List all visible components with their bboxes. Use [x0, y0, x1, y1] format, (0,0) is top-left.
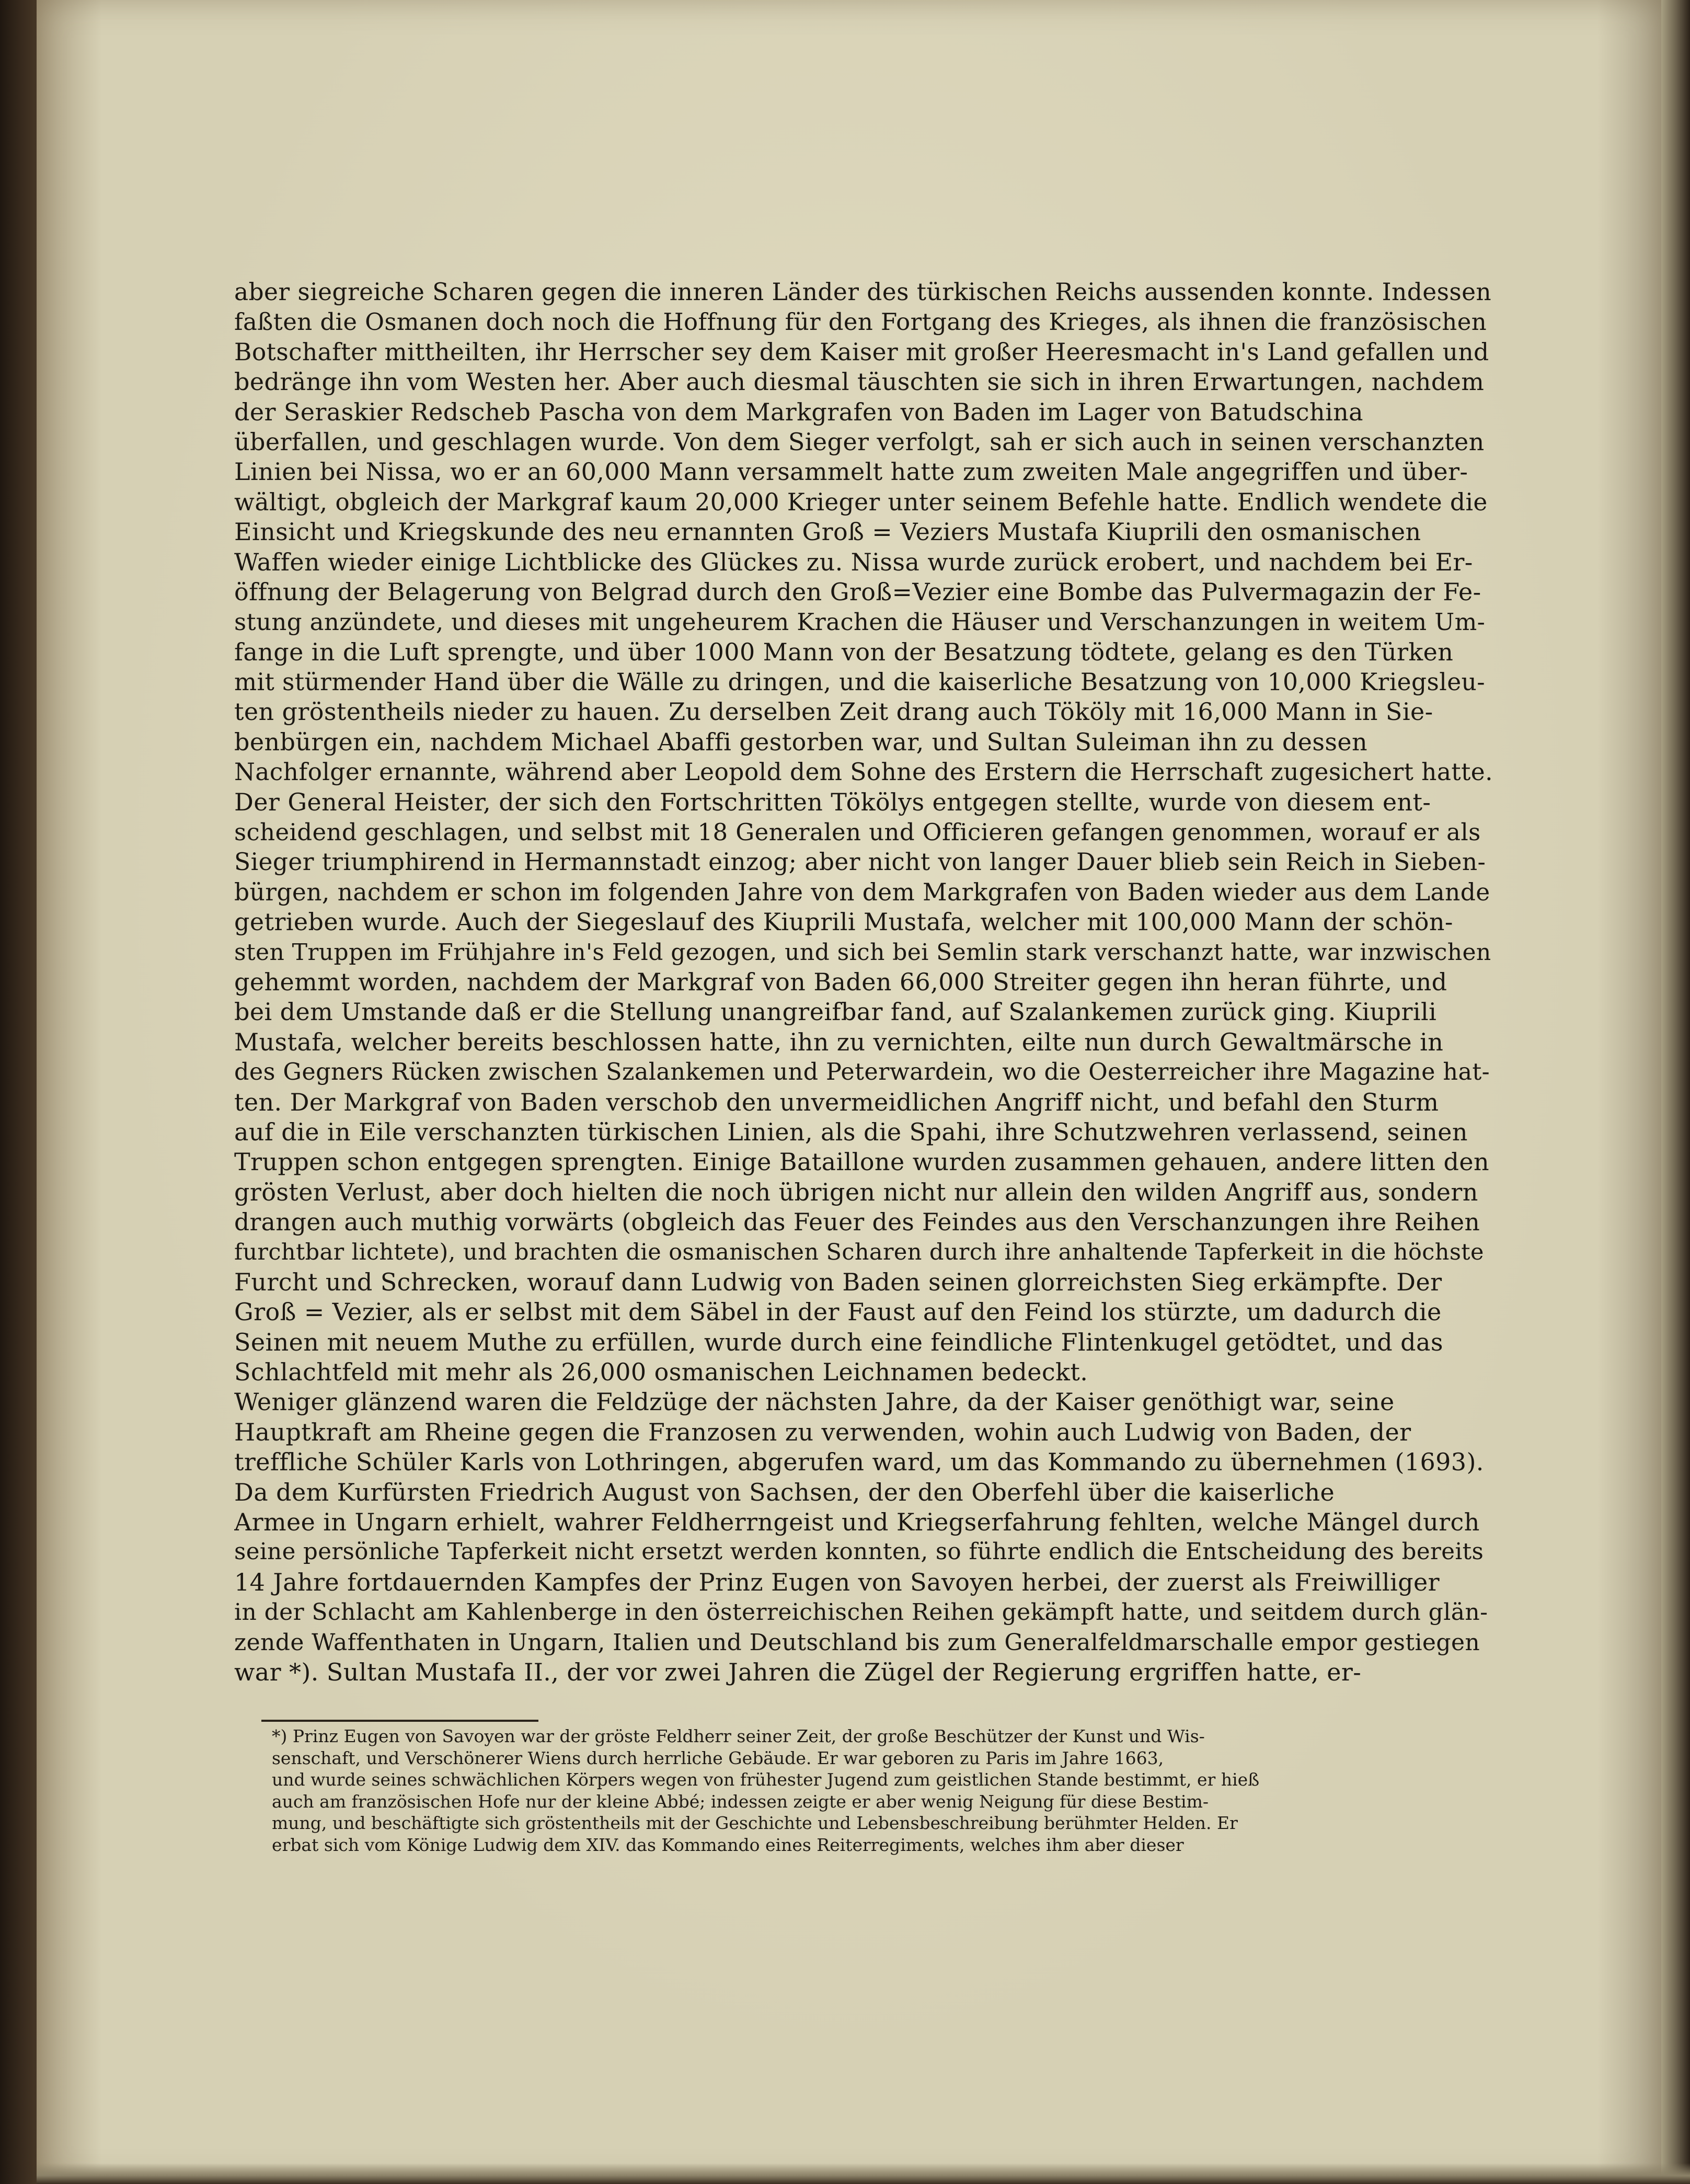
- text-line: Mustafa, welcher bereits beschlossen hatte, ihn zu vernichten, eilte nun durch Gewaltmärsche in: [234, 1027, 1444, 1056]
- book-binding: [0, 0, 42, 2184]
- text-line: zende Waffenthaten in Ungarn, Italien und Deutschland bis zum Generalfeldmarschalle empor gestiegen: [234, 1629, 1480, 1656]
- text-line: war *). Sultan Mustafa II., der vor zwei Jahren die Zügel der Regierung ergriffen hatte, er-: [234, 1657, 1362, 1686]
- footnote-line: und wurde seines schwächlichen Körpers wegen von frühester Jugend zum geistlichen Stande bestimmt, er hieß: [272, 1769, 1260, 1790]
- footnote: [272, 1725, 1490, 1856]
- text-line: Seinen mit neuem Muthe zu erfüllen, wurde durch eine feindliche Flintenkugel getödtet, und das: [234, 1328, 1443, 1356]
- text-line: Furcht und Schrecken, worauf dann Ludwig von Baden seinen glorreichsten Sieg erkämpfte. Der: [234, 1267, 1442, 1296]
- text-line: sten Truppen im Frühjahre in's Feld gezogen, und sich bei Semlin stark verschanzt hatte, war inzwischen: [234, 939, 1491, 966]
- text-line: bedränge ihn vom Westen her. Aber auch diesmal täuschten sie sich in ihren Erwartungen, nachdem: [234, 368, 1485, 396]
- text-line: gehemmt worden, nachdem der Markgraf von Baden 66,000 Streiter gegen ihn heran führte, und: [234, 967, 1447, 996]
- text-line: getrieben wurde. Auch der Siegeslauf des Kiuprili Mustafa, welcher mit 100,000 Mann der schön-: [234, 908, 1453, 936]
- text-line: bei dem Umstande daß er die Stellung unangreifbar fand, auf Szalankemen zurück ging. Kiuprili: [234, 998, 1437, 1026]
- text-line: benbürgen ein, nachdem Michael Abaffi gestorben war, und Sultan Suleiman ihn zu dessen: [234, 727, 1368, 756]
- text-line: Hauptkraft am Rheine gegen die Franzosen zu verwenden, wohin auch Ludwig von Baden, der: [234, 1417, 1411, 1446]
- text-line: scheidend geschlagen, und selbst mit 18 Generalen und Officieren gefangen genommen, worauf er als: [234, 818, 1481, 847]
- footnote-line: mung, und beschäftigte sich gröstentheils mit der Geschichte und Lebensbeschreibung berühmter Helden. Er: [272, 1813, 1238, 1834]
- text-line: grösten Verlust, aber doch hielten die noch übrigen nicht nur allein den wilden Angriff aus, sondern: [234, 1177, 1478, 1206]
- text-line: Botschafter mittheilten, ihr Herrscher sey dem Kaiser mit großer Heeresmacht in's Land gefallen und: [234, 338, 1489, 366]
- text-line: Truppen schon entgegen sprengten. Einige Bataillone wurden zusammen gehauen, andere litten den: [234, 1148, 1490, 1176]
- text-line: faßten die Osmanen doch noch die Hoffnung für den Fortgang des Krieges, als ihnen die französischen: [234, 308, 1487, 336]
- text-line: Waffen wieder einige Lichtblicke des Glückes zu. Nissa wurde zurück erobert, und nachdem bei Er-: [234, 547, 1473, 576]
- text-line: mit stürmender Hand über die Wälle zu dringen, und die kaiserliche Besatzung von 10,000 Kriegsleu-: [234, 668, 1486, 696]
- body-text: [234, 277, 1493, 1687]
- text-line: stung anzündete, und dieses mit ungeheurem Krachen die Häuser und Verschanzungen in weitem Um-: [234, 608, 1486, 636]
- page-bottom-edge: [37, 2163, 1690, 2184]
- text-line: Sieger triumphirend in Hermannstadt einzog; aber nicht von langer Dauer blieb sein Reich in Sieben-: [234, 848, 1486, 876]
- footnote-line: auch am französischen Hofe nur der kleine Abbé; indessen zeigte er aber wenig Neigung für diese Bestim-: [272, 1791, 1209, 1812]
- text-line: bürgen, nachdem er schon im folgenden Jahre von dem Markgrafen von Baden wieder aus dem Lande: [234, 878, 1490, 906]
- footnote-line: erbat sich vom Könige Ludwig dem XIV. das Kommando eines Reiterregiments, welches ihm aber dieser: [272, 1834, 1184, 1855]
- text-line: Nachfolger ernannte, während aber Leopold dem Sohne des Erstern die Herrschaft zugesichert hatte.: [234, 758, 1493, 786]
- text-line: der Seraskier Redscheb Pascha von dem Markgrafen von Baden im Lager von Batudschina: [234, 397, 1363, 426]
- text-line: Armee in Ungarn erhielt, wahrer Feldherrngeist und Kriegserfahrung fehlten, welche Mängel durch: [234, 1508, 1480, 1537]
- text-line: Weniger glänzend waren die Feldzüge der nächsten Jahre, da der Kaiser genöthigt war, seine: [234, 1388, 1395, 1416]
- text-line: Linien bei Nissa, wo er an 60,000 Mann versammelt hatte zum zweiten Male angegriffen und über-: [234, 458, 1468, 486]
- text-line: Einsicht und Kriegskunde des neu ernannten Groß = Veziers Mustafa Kiuprili den osmanischen: [234, 518, 1421, 546]
- footnote-line: *) Prinz Eugen von Savoyen war der gröste Feldherr seiner Zeit, der große Beschützer der Kunst und Wis-: [272, 1726, 1205, 1746]
- text-line: seine persönliche Tapferkeit nicht ersetzt werden konnten, so führte endlich die Entscheidung des bereits: [234, 1539, 1484, 1565]
- text-line: überfallen, und geschlagen wurde. Von dem Sieger verfolgt, sah er sich auch in seinen verschanzten: [234, 427, 1485, 456]
- text-line: furchtbar lichtete), und brachten die osmanischen Scharen durch ihre anhaltende Tapferkeit in die höchste: [234, 1239, 1484, 1265]
- text-line: öffnung der Belagerung von Belgrad durch den Groß=Vezier eine Bombe das Pulvermagazin der Fe-: [234, 577, 1481, 606]
- text-line: fange in die Luft sprengte, und über 1000 Mann von der Besatzung tödtete, gelang es den Türken: [234, 637, 1454, 666]
- text-line: Schlachtfeld mit mehr als 26,000 osmanischen Leichnamen bedeckt.: [234, 1358, 1088, 1387]
- text-line: wältigt, obgleich der Markgraf kaum 20,000 Krieger unter seinem Befehle hatte. Endlich wendete die: [234, 488, 1488, 516]
- text-line: aber siegreiche Scharen gegen die inneren Länder des türkischen Reichs aussenden konnte. Indessen: [234, 278, 1492, 306]
- text-line: auf die in Eile verschanzten türkischen Linien, als die Spahi, ihre Schutzwehren verlassend, seinen: [234, 1117, 1468, 1146]
- text-line: des Gegners Rücken zwischen Szalankemen und Peterwardein, wo die Oesterreicher ihre Magazine hat-: [234, 1059, 1490, 1086]
- text-line: ten gröstentheils nieder zu hauen. Zu derselben Zeit drang auch Tököly mit 16,000 Mann in Sie-: [234, 697, 1433, 726]
- text-line: in der Schlacht am Kahlenberge in den österreichischen Reihen gekämpft hatte, und seitdem durch glän-: [234, 1599, 1488, 1626]
- text-line: ten. Der Markgraf von Baden verschob den unvermeidlichen Angriff nicht, und befahl den Sturm: [234, 1088, 1439, 1116]
- footnote-line: senschaft, und Verschönerer Wiens durch herrliche Gebäude. Er war geboren zu Paris im Jahre 1663,: [272, 1747, 1164, 1768]
- text-line: drangen auch muthig vorwärts (obgleich das Feuer des Feindes aus den Verschanzungen ihre Reihen: [234, 1208, 1480, 1237]
- text-line: Der General Heister, der sich den Fortschritten Tökölys entgegen stellte, wurde von diesem ent-: [234, 787, 1431, 816]
- footnote-rule: [261, 1720, 538, 1722]
- text-line: Da dem Kurfürsten Friedrich August von Sachsen, der den Oberfehl über die kaiserliche: [234, 1478, 1335, 1506]
- page-edge: [1661, 0, 1690, 2184]
- text-line: Groß = Vezier, als er selbst mit dem Säbel in der Faust auf den Feind los stürzte, um dadurch die: [234, 1298, 1442, 1327]
- text-line: treffliche Schüler Karls von Lothringen, abgerufen ward, um das Kommando zu übernehmen (1693).: [234, 1448, 1484, 1477]
- text-line: 14 Jahre fortdauernden Kampfes der Prinz Eugen von Savoyen herbei, der zuerst als Freiwilliger: [234, 1568, 1440, 1596]
